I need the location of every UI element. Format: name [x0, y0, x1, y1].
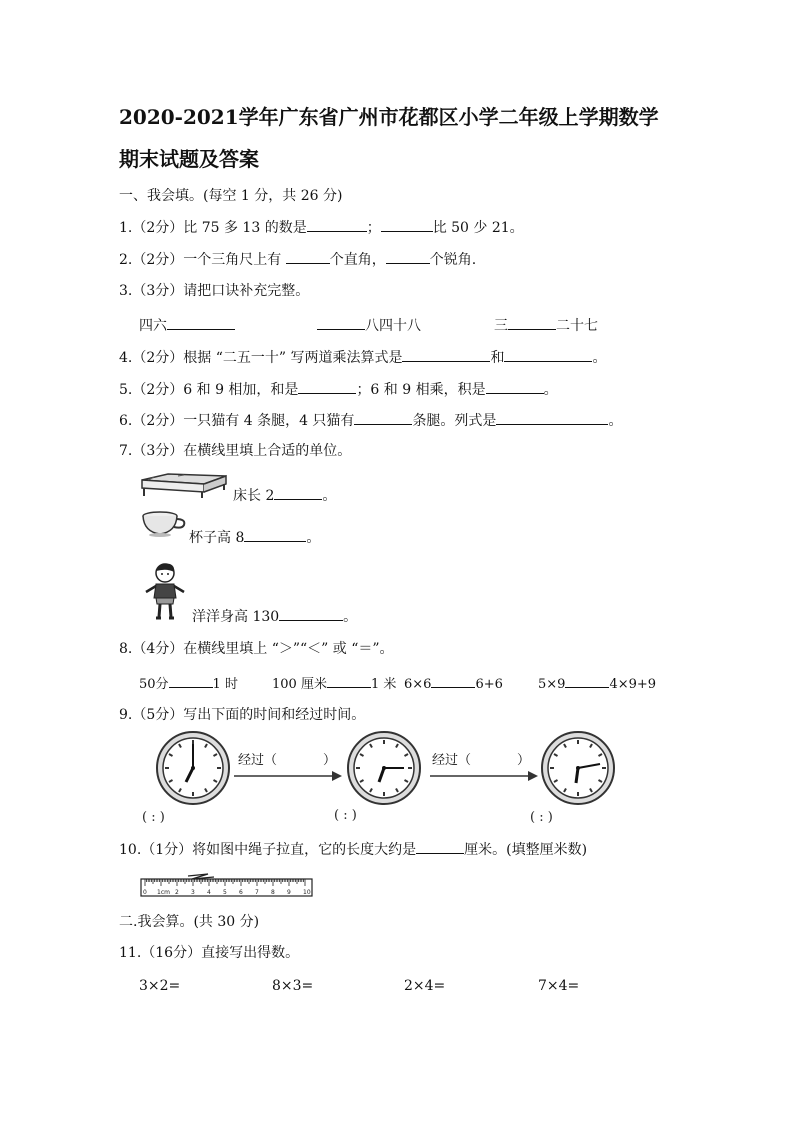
question-1: 1.（2分）比 75 多 13 的数是 ； 比 50 少 21。 [119, 220, 524, 236]
calc-3: 2×4= [404, 978, 446, 994]
answer-blank[interactable] [307, 218, 367, 232]
question-8-compare-1: 50分 1 时 [139, 674, 238, 694]
cup-image [140, 510, 188, 538]
answer-blank[interactable] [386, 250, 430, 264]
ruler-label: 8 [271, 889, 275, 896]
answer-blank[interactable] [169, 674, 213, 688]
question-8: 8.（4分）在横线里填上 “＞”“＜” 或 “＝”。 [119, 641, 394, 657]
question-7-bed: 床长 2 。 [233, 488, 337, 504]
answer-blank[interactable] [508, 316, 556, 330]
answer-blank[interactable] [274, 486, 322, 500]
answer-blank[interactable] [317, 316, 365, 330]
answer-blank[interactable] [286, 250, 330, 264]
time-answer-2[interactable]: ( : ) [334, 808, 357, 823]
calc-4: 7×4= [538, 978, 580, 994]
boy-image [142, 562, 188, 622]
calc-1: 3×2= [139, 978, 181, 994]
ruler-label: 1cm [157, 889, 170, 896]
question-8-compare-4: 5×9 4×9+9 [538, 674, 656, 694]
ruler-image [140, 868, 314, 898]
question-4: 4.（2分）根据 “二五一十” 写两道乘法算式是 和 。 [119, 350, 607, 366]
bed-image [138, 472, 230, 500]
ruler-label: 5 [223, 889, 227, 896]
answer-blank[interactable] [167, 316, 235, 330]
answer-blank[interactable] [402, 348, 490, 362]
answer-blank[interactable] [279, 607, 343, 621]
ruler-label: 9 [287, 889, 291, 896]
answer-blank[interactable] [565, 674, 609, 688]
ruler-label: 3 [191, 889, 195, 896]
question-3-part-1: 四六 [139, 316, 235, 335]
elapsed-label-1: 经过（ ） [238, 753, 337, 768]
answer-blank[interactable] [244, 528, 306, 542]
question-8-compare-3: 6×6 6+6 [404, 674, 503, 694]
question-6: 6.（2分）一只猫有 4 条腿，4 只猫有 条腿。列式是 。 [119, 413, 623, 429]
question-10: 10.（1分）将如图中绳子拉直，它的长度大约是 厘米。(填整厘米数) [119, 842, 588, 858]
clock-2 [346, 730, 422, 806]
question-3-part-2: 八四十八 [317, 316, 421, 335]
time-answer-1[interactable]: ( : ) [142, 810, 165, 825]
elapsed-label-2: 经过（ ） [432, 753, 531, 768]
question-7: 7.（3分）在横线里填上合适的单位。 [119, 443, 352, 459]
answer-blank[interactable] [431, 674, 475, 688]
title-line-2: 期末试题及答案 [119, 147, 259, 171]
answer-blank[interactable] [496, 411, 608, 425]
answer-blank[interactable] [486, 380, 544, 394]
ruler-label: 0 [143, 889, 147, 896]
clock-1 [155, 730, 231, 806]
arrow-right-icon [232, 770, 344, 782]
time-answer-3[interactable]: ( : ) [530, 810, 553, 825]
question-7-cup: 杯子高 8 。 [189, 530, 321, 546]
question-3-part-3: 三 二十七 [494, 318, 598, 334]
calc-2: 8×3= [272, 978, 314, 994]
question-8-compare-2: 100 厘米 1 米 [272, 674, 396, 694]
title-line-1: 2020-2021学年广东省广州市花都区小学二年级上学期数学 [119, 105, 659, 129]
question-3: 3.（3分）请把口诀补充完整。 [119, 283, 310, 299]
arrow-right-icon [428, 770, 540, 782]
answer-blank[interactable] [416, 840, 464, 854]
question-2: 2.（2分）一个三角尺上有 个直角， 个锐角. [119, 252, 477, 268]
ruler-label: 6 [239, 889, 243, 896]
answer-blank[interactable] [381, 218, 433, 232]
rope [188, 874, 214, 879]
section-1-heading: 一、我会填。(每空 1 分，共 26 分) [119, 188, 343, 204]
section-2-heading: 二.我会算。(共 30 分) [119, 914, 260, 930]
question-5: 5.（2分）6 和 9 相加，和是 ；6 和 9 相乘，积是 。 [119, 382, 558, 398]
answer-blank[interactable] [298, 380, 356, 394]
question-7-height: 洋洋身高 130 。 [192, 609, 358, 625]
clock-3 [540, 730, 616, 806]
ruler-label: 2 [175, 889, 179, 896]
question-11: 11.（16分）直接写出得数。 [119, 945, 300, 961]
ruler-label: 10 [303, 889, 311, 896]
answer-blank[interactable] [354, 411, 412, 425]
ruler-label: 4 [207, 889, 211, 896]
ruler-label: 7 [255, 889, 259, 896]
answer-blank[interactable] [504, 348, 592, 362]
answer-blank[interactable] [327, 674, 371, 688]
question-9: 9.（5分）写出下面的时间和经过时间。 [119, 707, 366, 723]
